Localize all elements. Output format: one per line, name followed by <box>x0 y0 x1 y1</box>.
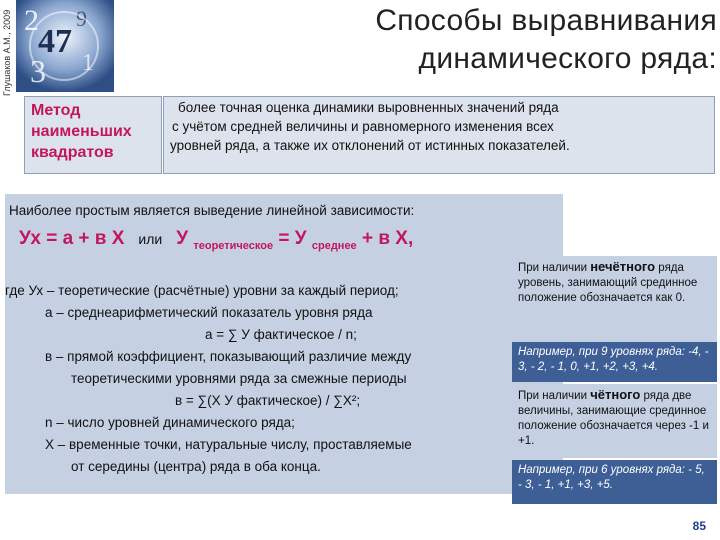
method-description-line: уровней ряда, а также их отклонений от истинных показателей. <box>170 138 570 153</box>
svg-text:47: 47 <box>38 23 72 60</box>
even-note-text: ряда две величины, занимающие срединное положение обозначается через -1 и +1. <box>518 390 709 447</box>
odd-note-text: ряда уровень, занимающий срединное положение обозначается как 0. <box>518 262 698 304</box>
formula-left: Ух = а + в Х <box>19 228 125 249</box>
formula-right-mid: = У <box>278 228 307 249</box>
method-name-line: квадратов <box>31 144 114 161</box>
svg-text:3: 3 <box>30 53 46 89</box>
definition-line: в – прямой коэффициент, показывающий различие между <box>45 349 412 364</box>
math-numbers-logo-icon <box>16 0 114 92</box>
formula-sub-theoretical: теоретическое <box>193 239 274 252</box>
odd-levels-note <box>512 256 717 342</box>
method-name-box <box>24 96 162 174</box>
page-number: 85 <box>692 519 706 533</box>
svg-text:9: 9 <box>76 6 87 31</box>
formula-a-line: а = ∑ У фактическое / n; <box>205 327 357 342</box>
method-name-line: наименьших <box>31 123 132 140</box>
linear-formula <box>19 228 413 252</box>
odd-note-pre: При наличии <box>518 262 587 274</box>
formula-sub-average: среднее <box>311 239 357 252</box>
intro-text: Наиболее простым является выведение линейной зависимости: <box>9 203 415 218</box>
method-name-line: Метод <box>31 102 81 119</box>
title-line-1: Способы выравнивания <box>375 4 717 37</box>
definition-line: от середины (центра) ряда в оба конца. <box>71 459 321 474</box>
odd-note-keyword: нечётного <box>590 259 656 274</box>
even-example-text: Например, при 6 уровнях ряда: - 5, - 3, - 1, +1, +3, +5. <box>518 464 705 491</box>
definition-line: Х – временные точки, натуральные числу, проставляемые <box>45 437 412 452</box>
definition-line: n – число уровней динамического ряда; <box>45 415 295 430</box>
main-content-box <box>5 194 563 494</box>
definition-line: а – среднеарифметический показатель уровня ряда <box>45 305 373 320</box>
svg-text:2: 2 <box>24 4 39 37</box>
title-line-2: динамического ряда: <box>418 42 717 75</box>
formula-right-suffix: + в Х, <box>361 228 414 249</box>
even-levels-example <box>512 460 717 504</box>
method-description-box <box>163 96 715 174</box>
watermark-text: Глушаков А.М., 2009 <box>2 9 12 96</box>
page-title <box>235 2 717 78</box>
odd-example-text: Например, при 9 уровнях ряда: -4, - 3, - 2, - 1, 0, +1, +2, +3, +4. <box>518 346 709 373</box>
odd-levels-example <box>512 342 717 382</box>
definition-line: теоретическими уровнями ряда за смежные периоды <box>71 371 407 386</box>
even-note-keyword: чётного <box>590 387 641 402</box>
author-watermark <box>2 6 16 96</box>
svg-text:1: 1 <box>82 50 94 76</box>
method-description-line: с учётом средней величины и равномерного изменения всех <box>172 119 554 134</box>
even-levels-note <box>512 384 717 458</box>
method-description-line: более точная оценка динамики выровненных значений ряда <box>178 100 559 115</box>
formula-b-line: в = ∑(Х У фактическое) / ∑Х²; <box>175 393 361 408</box>
formula-or: или <box>138 231 163 247</box>
formula-right-prefix: У <box>176 228 189 249</box>
even-note-pre: При наличии <box>518 390 587 402</box>
definition-line: где Ух – теоретические (расчётные) уровни за каждый период; <box>5 283 399 298</box>
